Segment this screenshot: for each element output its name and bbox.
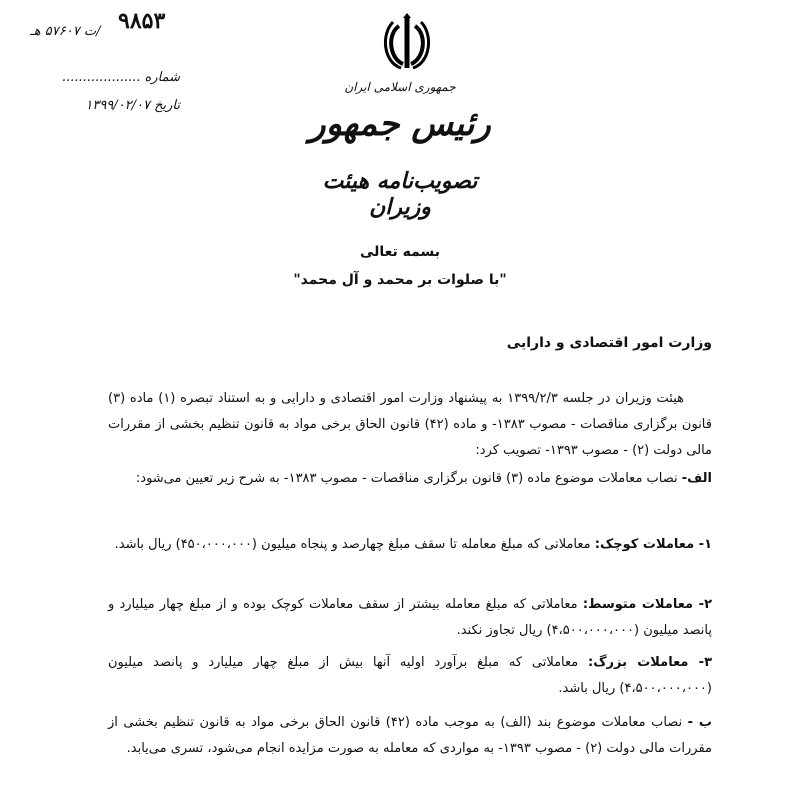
clause-be <box>108 710 712 762</box>
clause-alef-label: الف- <box>681 471 712 486</box>
opening: بسمه تعالی <box>359 244 441 260</box>
item3-text: معاملاتی که مبلغ برآورد اولیه آنها بیش از مبلغ چهار میلیارد و پانصد میلیون (۴،۵۰۰،۰۰۰،۰۰۰) ریال باشد. <box>108 655 712 696</box>
doc-subtitle: تصویب‌نامه هیئت وزیران <box>322 168 478 220</box>
number-label: شماره ................... <box>61 70 180 85</box>
item1-label: ۱- معاملات کوچک: <box>594 537 712 552</box>
clause-be-text: نصاب معاملات موضوع بند (الف) به موجب ماده (۴۲) قانون الحاق برخی مواد به قانون تنظیم بخشی از مقررات مالی دولت (۲) - مصوب ۱۳۹۳- به مواردی که معامله به صورت مزایده انجام می‌شود، تسری می‌یابد. <box>108 715 712 756</box>
item3-label: ۳- معاملات بزرگ: <box>588 655 712 670</box>
letter-number: ۹۸۵۳ <box>118 8 166 34</box>
reference-number: /ت ۵۷۶۰۷ هـ <box>30 24 101 39</box>
item-large-transactions <box>108 650 712 702</box>
clause-alef <box>108 466 712 492</box>
item-small-transactions <box>108 532 712 558</box>
intro-paragraph: هیئت وزیران در جلسه ۱۳۹۹/۲/۳ به پیشنهاد وزارت امور اقتصادی و دارایی و به استناد تبصره (۱) ماده (۳) قانون برگزاری مناقصات - مصوب ۱۳۸۳- و ماده (۴۲) قانون الحاق برخی مواد به قانون تنظیم بخشی از مقررات مالی دولت (۲) - مصوب ۱۳۹۳- تصویب کرد: <box>108 391 712 458</box>
country-name: جمهوری اسلامی ایران <box>344 80 456 94</box>
clause-be-label: ب - <box>687 715 712 730</box>
salutation: "با صلوات بر محمد و آل محمد" <box>293 272 507 288</box>
item2-text: معاملاتی که مبلغ معامله بیشتر از سقف معاملات کوچک بوده و از مبلغ چهار میلیارد و پانصد میلیون (۴،۵۰۰،۰۰۰،۰۰۰) ریال تجاوز نکند. <box>108 597 712 638</box>
date-line <box>30 98 180 113</box>
date-label: تاریخ <box>154 98 180 113</box>
clause-alef-text: نصاب معاملات موضوع ماده (۳) قانون برگزاری مناقصات - مصوب ۱۳۸۳- به شرح زیر تعیین می‌شود: <box>135 471 678 486</box>
recipient: وزارت امور اقتصادی و دارایی <box>506 335 712 351</box>
item1-text: معاملاتی که مبلغ معامله تا سقف مبلغ چهارصد و پنجاه میلیون (۴۵۰،۰۰۰،۰۰۰) ریال باشد. <box>114 537 591 552</box>
office-title: رئیس جمهور <box>309 104 491 144</box>
item-medium-transactions <box>108 592 712 644</box>
iran-emblem-icon <box>381 12 433 72</box>
date-value: ۱۳۹۹/۰۲/۰۷ <box>85 98 150 113</box>
item2-label: ۲- معاملات متوسط: <box>582 597 713 612</box>
